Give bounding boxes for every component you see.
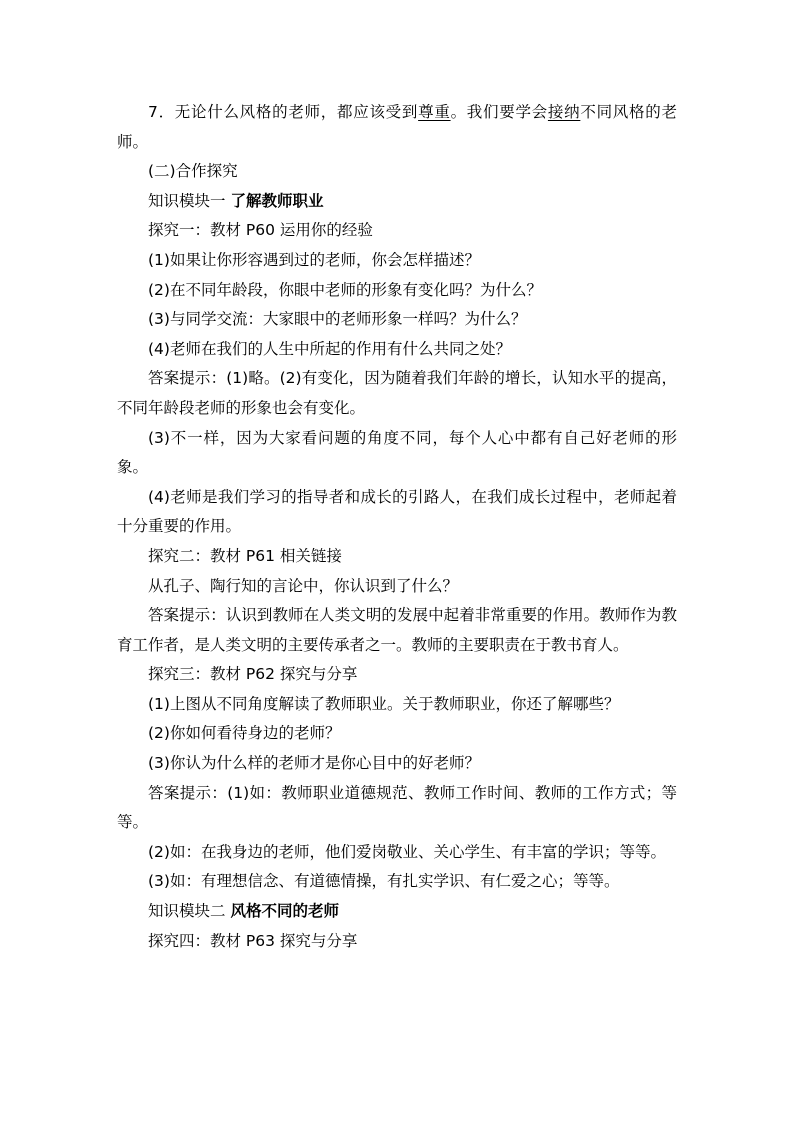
section-heading-cooperative-inquiry: (二)合作探究 (148, 162, 238, 181)
document-body (117, 98, 677, 956)
inquiry-heading-4: 探究四：教材 P63 探究与分享 (148, 931, 358, 950)
answer-item: (3)不一样，因为大家看问题的角度不同，每个人心中都有自己好老师的形象。 (117, 428, 677, 477)
answer-hint: 答案提示：认识到教师在人类文明的发展中起着非常重要的作用。教师作为教育工作者，是人类文明的主要传承者之一。教师的主要职责在于教书育人。 (117, 606, 677, 654)
module-title-2: 风格不同的老师 (230, 902, 339, 921)
question-item: (1)如果让你形容遇到过的老师，你会怎样描述？ (148, 250, 480, 269)
underlined-term-accept: 接纳 (547, 103, 581, 121)
question-item: (2)在不同年龄段，你眼中老师的形象有变化吗？为什么？ (148, 280, 542, 299)
module-title-1: 了解教师职业 (230, 191, 324, 210)
inquiry-heading-2: 探究二：教材 P61 相关链接 (148, 546, 342, 565)
answer-item: (2)如：在我身边的老师，他们爱岗敬业、关心学生、有丰富的学识；等等。 (148, 842, 666, 861)
underlined-term-respect: 尊重 (418, 103, 451, 121)
inquiry-heading-1: 探究一：教材 P60 运用你的经验 (148, 221, 373, 240)
question-item: (1)上图从不同角度解读了教师职业。关于教师职业，你还了解哪些？ (148, 694, 620, 713)
question-item: (2)你如何看待身边的老师？ (148, 724, 341, 743)
answer-item: (4)老师是我们学习的指导者和成长的引路人，在我们成长过程中，老师起着十分重要的作用。 (117, 487, 677, 536)
answer-hint: 答案提示：(1)略。(2)有变化，因为随着我们年龄的增长，认知水平的提高，不同年龄段老师的形象也会有变化。 (117, 369, 677, 417)
question-item: (3)你认为什么样的老师才是你心目中的好老师？ (148, 754, 480, 773)
answer-hint: 答案提示：(1)如：教师职业道德规范、教师工作时间、教师的工作方式；等等。 (117, 783, 677, 832)
question-item: 从孔子、陶行知的言论中，你认识到了什么？ (148, 576, 459, 595)
paragraph-item-7: 7．无论什么风格的老师，都应该受到尊重。我们要学会接纳不同风格的老师。 (117, 103, 677, 151)
module-heading-1: 知识模块一 了解教师职业 (148, 191, 324, 210)
module-heading-2: 知识模块二 风格不同的老师 (148, 902, 339, 921)
question-item: (3)与同学交流：大家眼中的老师形象一样吗？为什么？ (148, 310, 527, 329)
inquiry-heading-3: 探究三：教材 P62 探究与分享 (148, 665, 358, 684)
answer-item: (3)如：有理想信念、有道德情操，有扎实学识、有仁爱之心；等等。 (148, 872, 620, 891)
question-item: (4)老师在我们的人生中所起的作用有什么共同之处？ (148, 339, 511, 358)
